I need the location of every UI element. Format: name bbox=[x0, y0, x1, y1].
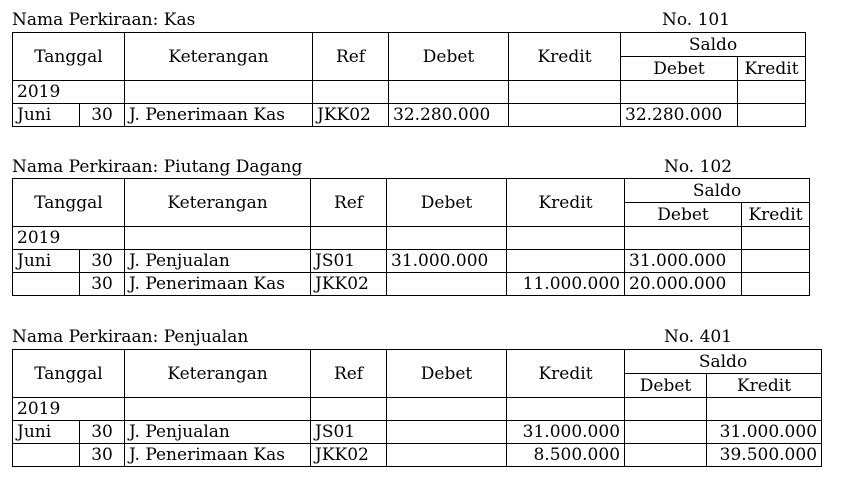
kredit-cell: 31.000.000 bbox=[507, 421, 625, 444]
month-cell bbox=[13, 444, 80, 467]
day-cell: 30 bbox=[80, 444, 125, 467]
saldo-debet-cell bbox=[625, 444, 707, 467]
day-cell: 30 bbox=[80, 250, 125, 273]
header-kredit: Kredit bbox=[509, 33, 621, 81]
day-cell: 30 bbox=[80, 273, 125, 296]
header-ref: Ref bbox=[311, 350, 387, 398]
kredit-cell bbox=[509, 104, 621, 127]
header-tanggal: Tanggal bbox=[13, 350, 125, 398]
day-cell: 30 bbox=[80, 421, 125, 444]
saldo-kredit-cell bbox=[742, 250, 810, 273]
ledger-number: No. 102 bbox=[664, 157, 733, 177]
desc-cell: J. Penerimaan Kas bbox=[125, 273, 311, 296]
ledger-table bbox=[12, 178, 810, 296]
year-cell: 2019 bbox=[13, 227, 125, 250]
header-saldo: Saldo bbox=[621, 33, 806, 57]
ledger-table bbox=[12, 349, 822, 467]
header-saldo-kredit: Kredit bbox=[707, 374, 822, 398]
kredit-cell: 11.000.000 bbox=[507, 273, 625, 296]
ledger-table bbox=[12, 32, 806, 127]
header-saldo-kredit: Kredit bbox=[738, 57, 806, 81]
header-saldo: Saldo bbox=[625, 350, 822, 374]
saldo-debet-cell: 20.000.000 bbox=[625, 273, 742, 296]
ref-cell: JKK02 bbox=[311, 273, 387, 296]
ledger-number: No. 101 bbox=[662, 10, 731, 30]
year-cell: 2019 bbox=[13, 81, 125, 104]
kredit-cell: 8.500.000 bbox=[507, 444, 625, 467]
desc-cell: J. Penerimaan Kas bbox=[125, 444, 311, 467]
saldo-kredit-cell bbox=[738, 104, 806, 127]
ref-cell: JKK02 bbox=[313, 104, 389, 127]
header-ref: Ref bbox=[311, 179, 387, 227]
year-row bbox=[13, 227, 810, 250]
header-saldo-debet: Debet bbox=[625, 203, 742, 227]
saldo-kredit-cell bbox=[742, 273, 810, 296]
saldo-kredit-cell: 31.000.000 bbox=[707, 421, 822, 444]
saldo-debet-cell: 31.000.000 bbox=[625, 250, 742, 273]
day-cell: 30 bbox=[80, 104, 125, 127]
debet-cell: 32.280.000 bbox=[389, 104, 509, 127]
month-cell: Juni bbox=[13, 421, 80, 444]
header-kredit: Kredit bbox=[507, 350, 625, 398]
table-row bbox=[13, 104, 806, 127]
saldo-kredit-cell: 39.500.000 bbox=[707, 444, 822, 467]
header-tanggal: Tanggal bbox=[13, 179, 125, 227]
ledger-number: No. 401 bbox=[664, 327, 733, 347]
year-row bbox=[13, 81, 806, 104]
header-keterangan: Keterangan bbox=[125, 33, 313, 81]
table-row bbox=[13, 250, 810, 273]
ref-cell: JS01 bbox=[311, 421, 387, 444]
header-keterangan: Keterangan bbox=[125, 179, 311, 227]
header-keterangan: Keterangan bbox=[125, 350, 311, 398]
header-debet: Debet bbox=[387, 179, 507, 227]
debet-cell bbox=[387, 421, 507, 444]
ref-cell: JKK02 bbox=[311, 444, 387, 467]
ref-cell: JS01 bbox=[311, 250, 387, 273]
month-cell bbox=[13, 273, 80, 296]
header-tanggal: Tanggal bbox=[13, 33, 125, 81]
header-saldo-debet: Debet bbox=[625, 374, 707, 398]
ledger-title: Nama Perkiraan: Kas bbox=[12, 10, 196, 30]
month-cell: Juni bbox=[13, 250, 80, 273]
header-debet: Debet bbox=[387, 350, 507, 398]
desc-cell: J. Penjualan bbox=[125, 250, 311, 273]
header-saldo: Saldo bbox=[625, 179, 810, 203]
saldo-debet-cell bbox=[625, 421, 707, 444]
month-cell: Juni bbox=[13, 104, 80, 127]
desc-cell: J. Penjualan bbox=[125, 421, 311, 444]
header-debet: Debet bbox=[389, 33, 509, 81]
table-row bbox=[13, 273, 810, 296]
year-row bbox=[13, 398, 822, 421]
header-ref: Ref bbox=[313, 33, 389, 81]
ledger-title: Nama Perkiraan: Piutang Dagang bbox=[12, 157, 303, 177]
debet-cell: 31.000.000 bbox=[387, 250, 507, 273]
header-saldo-kredit: Kredit bbox=[742, 203, 810, 227]
header-kredit: Kredit bbox=[507, 179, 625, 227]
table-row bbox=[13, 421, 822, 444]
kredit-cell bbox=[507, 250, 625, 273]
desc-cell: J. Penerimaan Kas bbox=[125, 104, 313, 127]
ledger-title: Nama Perkiraan: Penjualan bbox=[12, 327, 249, 347]
table-row bbox=[13, 444, 822, 467]
saldo-debet-cell: 32.280.000 bbox=[621, 104, 738, 127]
debet-cell bbox=[387, 273, 507, 296]
header-saldo-debet: Debet bbox=[621, 57, 738, 81]
year-cell: 2019 bbox=[13, 398, 125, 421]
debet-cell bbox=[387, 444, 507, 467]
